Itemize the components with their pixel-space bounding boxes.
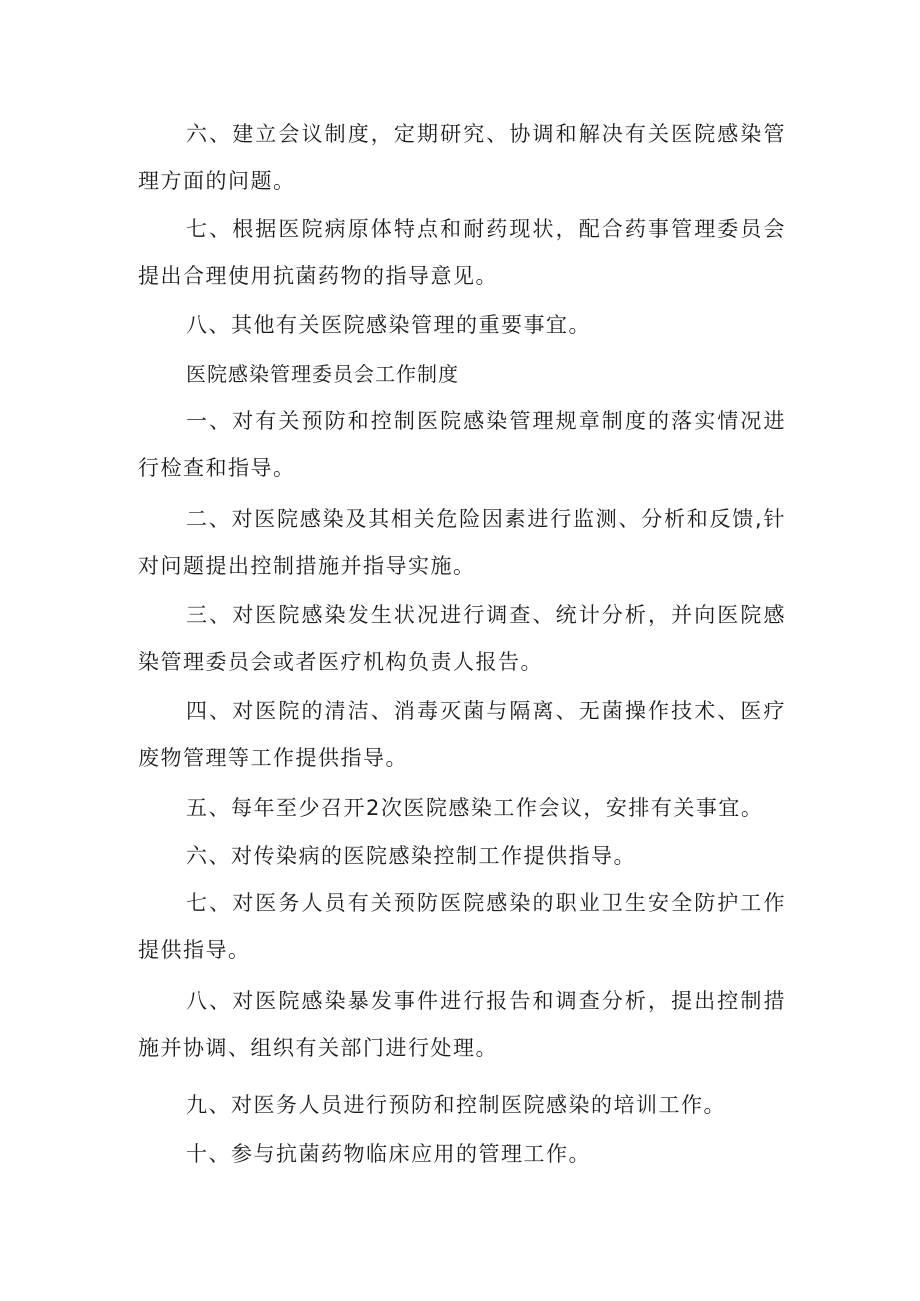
duty-item-10: 十、参与抗菌药物临床应用的管理工作。 [186, 1142, 591, 1166]
duty-item-4: 四、对医院的清洁、消毒灭菌与隔离、无菌操作技术、医疗废物管理等工作提供指导。 [138, 699, 786, 770]
duty-item-9: 九、对医务人员进行预防和控制医院感染的培训工作。 [186, 1093, 726, 1117]
paragraph-eight-other-matters: 八、其他有关医院感染管理的重要事宜。 [186, 313, 591, 337]
duty-item-2: 二、对医院感染及其相关危险因素进行监测、分析和反馈,针对问题提出控制措施并指导实施。 [138, 507, 786, 578]
paragraph-seven-antibiotic-guidance: 七、根据医院病原体特点和耐药现状，配合药事管理委员会提出合理使用抗菌药物的指导意见。 [138, 217, 786, 288]
duty-item-5: 五、每年至少召开2次医院感染工作会议，安排有关事宜。 [186, 796, 764, 820]
section-title: 医院感染管理委员会工作制度 [186, 362, 459, 386]
paragraph-six-meeting-system: 六、建立会议制度，定期研究、协调和解决有关医院感染管理方面的问题。 [138, 122, 786, 193]
duty-item-6: 六、对传染病的医院感染控制工作提供指导。 [186, 844, 636, 868]
duty-item-3: 三、对医院感染发生状况进行调查、统计分析，并向医院感染管理委员会或者医疗机构负责人报告。 [138, 603, 786, 674]
duty-item-8: 八、对医院感染暴发事件进行报告和调查分析，提出控制措施并协调、组织有关部门进行处理。 [138, 989, 786, 1060]
duty-item-1: 一、对有关预防和控制医院感染管理规章制度的落实情况进行检查和指导。 [138, 409, 786, 480]
duty-item-7: 七、对医务人员有关预防医院感染的职业卫生安全防护工作提供指导。 [138, 891, 786, 962]
